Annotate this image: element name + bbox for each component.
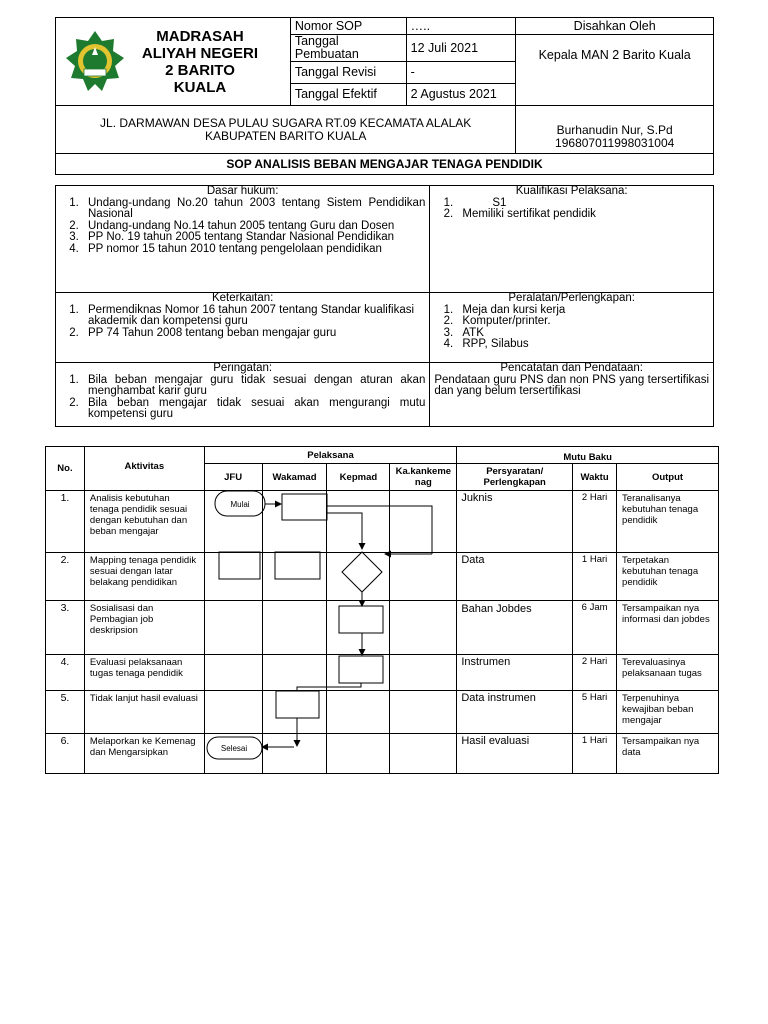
col-waktu: Waktu [573, 464, 617, 491]
school-name-line: 2 BARITO [165, 61, 235, 79]
school-name-line: MADRASAH [156, 27, 244, 45]
row-no: 5. [46, 691, 85, 734]
col-no: No. [46, 447, 85, 491]
row-persyaratan: Bahan Jobdes [457, 601, 573, 655]
col-mutu-baku: Mutu Baku [457, 447, 719, 464]
row-aktivitas: Analisis kebutuhan tenaga pendidik sesuai dengan kebutuhan dan beban mengajar [84, 491, 204, 553]
tanggal-efektif-label: Tanggal Efektif [290, 84, 406, 106]
row-output: Terevaluasinya pelaksanaan tugas [617, 655, 719, 691]
row-no: 2. [46, 553, 85, 601]
sop-header-table [55, 17, 714, 175]
signer-name: Burhanudin Nur, S.Pd [556, 123, 673, 137]
table-row [46, 601, 719, 655]
kemenag-logo-icon [64, 29, 126, 95]
nomor-sop-label: Nomor SOP [290, 18, 406, 35]
keterkaitan-item: 2. PP 74 Tahun 2008 tentang beban mengajar guru [82, 328, 425, 340]
row-persyaratan: Data [457, 553, 573, 601]
tanggal-pembuatan-label: Tanggal Pembuatan [290, 35, 406, 62]
row-persyaratan: Hasil evaluasi [457, 734, 573, 774]
disahkan-by: Kepala MAN 2 Barito Kuala [516, 35, 714, 106]
dasar-hukum-item: 3. PP No. 19 tahun 2005 tentang Standar Nasional Pendidikan [82, 232, 425, 244]
kualifikasi-item: 2. Memiliki sertifikat pendidik [456, 209, 709, 221]
dasar-hukum-item: 2. Undang-undang No.14 tahun 2005 tentang Guru dan Dosen [82, 221, 425, 233]
school-identity-cell [56, 18, 291, 106]
school-name-line: ALIYAH NEGERI [141, 44, 259, 62]
signer-cell [516, 106, 714, 154]
table-row [46, 734, 719, 774]
row-output: Terpetakan kebutuhan tenaga pendidik [617, 553, 719, 601]
row-persyaratan: Juknis [457, 491, 573, 553]
sop-info-table [55, 185, 714, 427]
activity-flow-table [45, 446, 719, 774]
peralatan-item: 4. RPP, Silabus [456, 339, 709, 351]
dasar-hukum-item: 4. PP nomor 15 tahun 2010 tentang pengelolaan pendidikan [82, 244, 425, 256]
dasar-hukum-cell [56, 186, 430, 293]
col-pelaksana: Pelaksana [204, 447, 457, 464]
row-persyaratan: Instrumen [457, 655, 573, 691]
row-no: 3. [46, 601, 85, 655]
kualifikasi-text: S1 [492, 196, 507, 209]
tanggal-pembuatan-value: 12 Juli 2021 [406, 35, 516, 62]
dasar-hukum-title: Dasar hukum: [206, 185, 279, 197]
peralatan-item: 1. Meja dan kursi kerja [456, 305, 709, 317]
pencatatan-text: Pendataan guru PNS dan non PNS yang tersertifikasi dan yang belum tersertifikasi [434, 373, 709, 397]
kualifikasi-title: Kualifikasi Pelaksana: [515, 185, 628, 197]
peralatan-title: Peralatan/Perlengkapan: [508, 292, 635, 304]
row-aktivitas: Sosialisasi dan Pembagian job deskripsion [84, 601, 204, 655]
row-aktivitas: Melaporkan ke Kemenag dan Mengarsipkan [84, 734, 204, 774]
col-kepmad: Kepmad [327, 464, 390, 491]
keterkaitan-cell [56, 293, 430, 363]
col-kakankemenag: Ka.kankeme nag [390, 464, 457, 491]
dasar-hukum-item: 1. Undang-undang No.20 tahun 2003 tentang Sistem Pendidikan Nasional [82, 198, 425, 221]
end-label: Selesai [220, 744, 248, 753]
row-waktu: 1 Hari [573, 734, 617, 774]
peringatan-item: 1. Bila beban mengajar guru tidak sesuai dengan aturan akan menghambat karir guru [82, 375, 425, 398]
row-no: 6. [46, 734, 85, 774]
row-output: Terpenuhinya kewajiban beban mengajar [617, 691, 719, 734]
table-row [46, 491, 719, 553]
peringatan-item: 2. Bila beban mengajar tidak sesuai akan mengurangi mutu kompetensi guru [82, 398, 425, 421]
col-persyaratan: Persyaratan/ Perlengkapan [457, 464, 573, 491]
col-wakamad: Wakamad [262, 464, 327, 491]
col-output: Output [617, 464, 719, 491]
disahkan-label: Disahkan Oleh [516, 18, 714, 35]
tanggal-efektif-value: 2 Agustus 2021 [406, 84, 516, 106]
table-row [46, 553, 719, 601]
sop-title: SOP ANALISIS BEBAN MENGAJAR TENAGA PENDIDIK [56, 154, 714, 175]
start-label: Mulai [230, 500, 250, 509]
keterkaitan-title: Keterkaitan: [211, 292, 274, 304]
peringatan-cell [56, 363, 430, 427]
row-output: Teranalisanya kebutuhan tenaga pendidik [617, 491, 719, 553]
row-waktu: 2 Hari [573, 491, 617, 553]
col-aktivitas: Aktivitas [84, 447, 204, 491]
row-no: 4. [46, 655, 85, 691]
table-row [46, 691, 719, 734]
peralatan-item: 2. Komputer/printer. [456, 316, 709, 328]
col-jfu: JFU [204, 464, 262, 491]
signer-nip: 196807011998031004 [555, 136, 675, 150]
row-waktu: 2 Hari [573, 655, 617, 691]
row-output: Tersampaikan nya data [617, 734, 719, 774]
row-aktivitas: Tidak lanjut hasil evaluasi [84, 691, 204, 734]
kualifikasi-cell [430, 186, 714, 293]
row-aktivitas: Mapping tenaga pendidik sesuai dengan latar belakang pendidikan [84, 553, 204, 601]
row-no: 1. [46, 491, 85, 553]
table-row [46, 655, 719, 691]
address: JL. DARMAWAN DESA PULAU SUGARA RT.09 KECAMATA ALALAK KABUPATEN BARITO KUALA [56, 106, 516, 154]
tanggal-revisi-label: Tanggal Revisi [290, 62, 406, 84]
row-persyaratan: Data instrumen [457, 691, 573, 734]
peralatan-item: 3. ATK [456, 328, 709, 340]
nomor-sop-value: ….. [406, 18, 516, 35]
pencatatan-title: Pencatatan dan Pendataan: [500, 362, 643, 374]
row-waktu: 6 Jam [573, 601, 617, 655]
row-output: Tersampaikan nya informasi dan jobdes [617, 601, 719, 655]
peringatan-title: Peringatan: [213, 362, 273, 374]
keterkaitan-item: 1. Permendiknas Nomor 16 tahun 2007 tentang Standar kualifikasi akademik dan kompetensi guru [82, 305, 425, 328]
school-name-line: KUALA [173, 78, 227, 96]
row-waktu: 1 Hari [573, 553, 617, 601]
peralatan-cell [430, 293, 714, 363]
tanggal-revisi-value: - [406, 62, 516, 84]
pencatatan-cell [430, 363, 714, 427]
row-waktu: 5 Hari [573, 691, 617, 734]
row-aktivitas: Evaluasi pelaksanaan tugas tenaga pendidik [84, 655, 204, 691]
